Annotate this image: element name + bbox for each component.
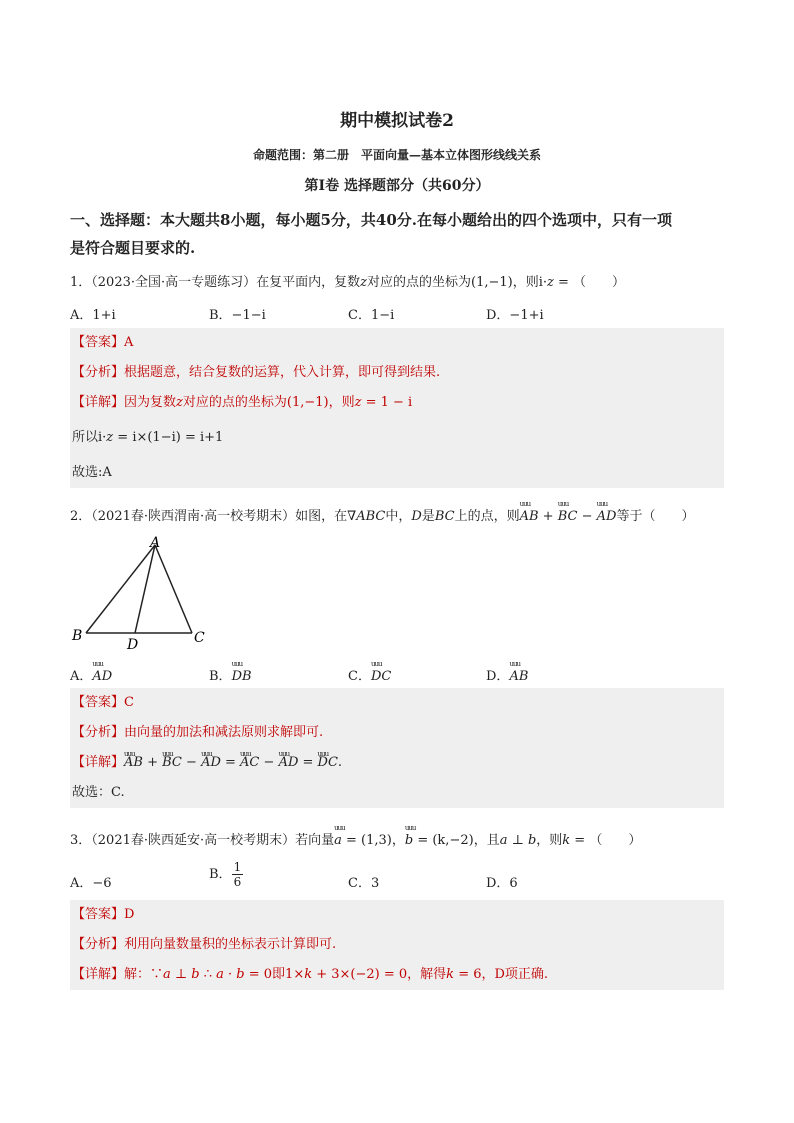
- option-c[interactable]: C．3: [348, 876, 380, 891]
- label-a: A: [150, 535, 161, 551]
- choice-row: 故选:A: [72, 465, 112, 480]
- detail-row: 【详解】因为复数z对应的点的坐标为(1,−1)，则z = 1 − i: [72, 395, 413, 410]
- option-d[interactable]: D．−1+i: [486, 308, 544, 323]
- option-b[interactable]: B．−1−i: [209, 308, 266, 323]
- analysis-row: 【分析】由向量的加法和减法原则求解即可.: [72, 725, 324, 740]
- part-heading: 第Ⅰ卷 选择题部分（共60分）: [304, 178, 490, 194]
- option-b[interactable]: B．uuu DB: [209, 665, 252, 684]
- triangle-lines: [86, 545, 192, 633]
- question-3-solution: [70, 900, 724, 990]
- option-a[interactable]: A．uuu AD: [70, 665, 112, 684]
- answer-row: 【答案】D: [72, 907, 135, 922]
- question-1-solution: [70, 328, 724, 488]
- question-2-stem: 2．（2021春·陕西渭南·高一校考期末）如图，在∇ABC中，D是BC上的点，则uuu AB + uuu BC − uuu AD等于（ ）: [70, 505, 730, 524]
- question-2-solution: [70, 688, 724, 808]
- choice-row: 故选：C.: [72, 785, 125, 800]
- question-2-options: [70, 665, 730, 685]
- answer-row: 【答案】A: [72, 335, 134, 350]
- question-1-options: [70, 304, 730, 324]
- analysis-row: 【分析】根据题意，结合复数的运算，代入计算，即可得到结果.: [72, 365, 441, 380]
- detail-row: 【详解】uuu AB + uuu BC − uuu AD = uuu AC − uuu AD = uuu DC.: [72, 748, 724, 778]
- triangle-figure: [68, 533, 218, 653]
- label-b: B: [72, 628, 83, 644]
- option-c[interactable]: C．uuu DC: [348, 665, 391, 684]
- option-a[interactable]: A．1+i: [70, 308, 116, 323]
- option-d[interactable]: D．6: [486, 876, 518, 891]
- option-d[interactable]: D．uuu AB: [486, 665, 528, 684]
- section-instructions: [70, 206, 730, 262]
- side-ac: [155, 545, 192, 633]
- analysis-row: 【分析】利用向量数量积的坐标表示计算即可.: [72, 937, 337, 952]
- fraction-one-sixth: $\frac{1}{6}$: [233, 860, 242, 889]
- question-3-stem: 3．（2021春·陕西延安·高一校考期末）若向量uuu a = (1,3)，uuu b = (k,−2)，且a ⊥ b，则k = （ ）: [70, 829, 730, 848]
- section-line-2: 是符合题目要求的.: [70, 239, 196, 257]
- calc-row: 所以i·z = i×(1−i) = i+1: [72, 430, 224, 445]
- option-b[interactable]: B． $\frac{1}{6}$: [209, 860, 242, 889]
- option-c[interactable]: C．1−i: [348, 308, 395, 323]
- page-title: 期中模拟试卷2: [340, 111, 454, 131]
- option-a[interactable]: A．−6: [70, 876, 112, 891]
- detail-row: 【详解】解：∵a ⊥ b ∴ a · b = 0即1×k + 3×(−2) = 0，解得k = 6，D项正确.: [72, 967, 549, 982]
- label-c: C: [194, 630, 205, 646]
- question-1-stem: 1．（2023·全国·高一专题练习）在复平面内，复数z对应的点的坐标为(1,−1)，则i·z = （ ）: [70, 275, 626, 290]
- section-line-1: 一、选择题：本大题共8小题，每小题5分，共40分.在每小题给出的四个选项中，只有一项: [70, 211, 672, 229]
- question-3-options: [70, 860, 730, 900]
- answer-row: 【答案】C: [72, 695, 134, 710]
- exam-scope: 命题范围：第二册 平面向量—基本立体图形线线关系: [252, 148, 541, 162]
- label-d: D: [127, 637, 139, 653]
